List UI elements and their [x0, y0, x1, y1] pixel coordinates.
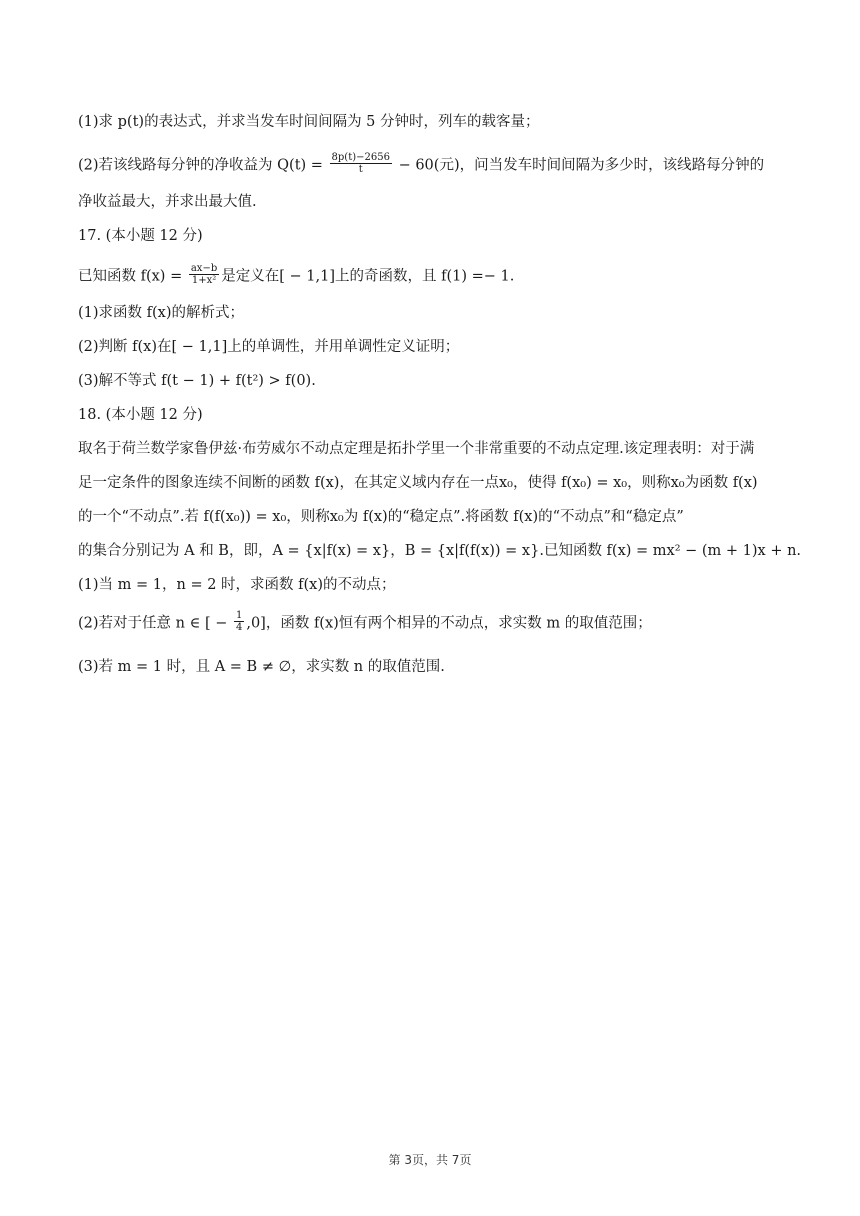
q18-stem-line2: 足一定条件的图象连续不间断的函数 f(x)，在其定义域内存在一点x₀，使得 f(x₀) = x₀，则称x₀为函数 f(x)	[78, 475, 758, 491]
q17-fraction-denominator: 1+x²	[191, 275, 217, 286]
q18-part2-prefix: (2)若对于任意 n ∈ [ −	[78, 615, 232, 632]
q18-stem-line1: 取名于荷兰数学家鲁伊兹·布劳威尔不动点定理是拓扑学里一个非常重要的不动点定理.该定理表明：对于满	[78, 441, 755, 457]
q16-fraction-denominator: t	[358, 164, 363, 175]
q16-fraction	[330, 152, 392, 175]
q18-stem-line4: 的集合分别记为 A 和 B，即，A = {x|f(x) = x}，B = {x|f(f(x)) = x}.已知函数 f(x) = mx² − (m + 1)x + n.	[78, 543, 802, 559]
q18-stem-line3: 的一个“不动点”.若 f(f(x₀)) = x₀，则称x₀为 f(x)的“稳定点”.将函数 f(x)的“不动点”和“稳定点”	[78, 509, 684, 525]
q18-part2	[78, 612, 782, 635]
q17-part1: (1)求函数 f(x)的解析式；	[78, 305, 245, 321]
q17-stem-suffix: 是定义在[ − 1,1]上的奇函数，且 f(1) =− 1.	[221, 268, 515, 285]
q16-part2-prefix: (2)若该线路每分钟的净收益为 Q(t) =	[78, 157, 328, 174]
q18-heading: 18. (本小题 12 分)	[78, 407, 203, 423]
q17-part3: (3)解不等式 f(t − 1) + f(t²) > f(0).	[78, 373, 316, 389]
q18-part3: (3)若 m = 1 时，且 A = B ≠ ∅，求实数 n 的取值范围.	[78, 659, 445, 675]
q18-fraction-denominator: 4	[235, 622, 243, 633]
q17-stem-prefix: 已知函数 f(x) =	[78, 268, 187, 285]
q18-part1: (1)当 m = 1，n = 2 时，求函数 f(x)的不动点；	[78, 577, 396, 593]
q17-part2: (2)判断 f(x)在[ − 1,1]上的单调性，并用单调性定义证明；	[78, 339, 460, 355]
q18-fraction-numerator: 1	[235, 610, 243, 621]
q17-heading: 17. (本小题 12 分)	[78, 228, 203, 244]
q16-part2	[78, 154, 782, 177]
q17-fraction	[189, 263, 219, 286]
q16-part1: (1)求 p(t)的表达式，并求当发车时间间隔为 5 分钟时，列车的载客量；	[78, 114, 540, 130]
q18-part2-suffix: ,0]，函数 f(x)恒有两个相异的不动点，求实数 m 的取值范围；	[246, 615, 652, 632]
q18-fraction	[234, 610, 244, 633]
q16-part2-suffix: − 60(元)，问当发车时间间隔为多少时，该线路每分钟的	[393, 157, 765, 174]
q17-fraction-numerator: ax−b	[190, 263, 218, 274]
q16-fraction-numerator: 8p(t)−2656	[331, 152, 390, 163]
q17-stem	[78, 265, 782, 288]
q16-part2-continued: 净收益最大，并求出最大值.	[78, 194, 257, 210]
page-footer: 第 3页，共 7页	[388, 1153, 472, 1167]
